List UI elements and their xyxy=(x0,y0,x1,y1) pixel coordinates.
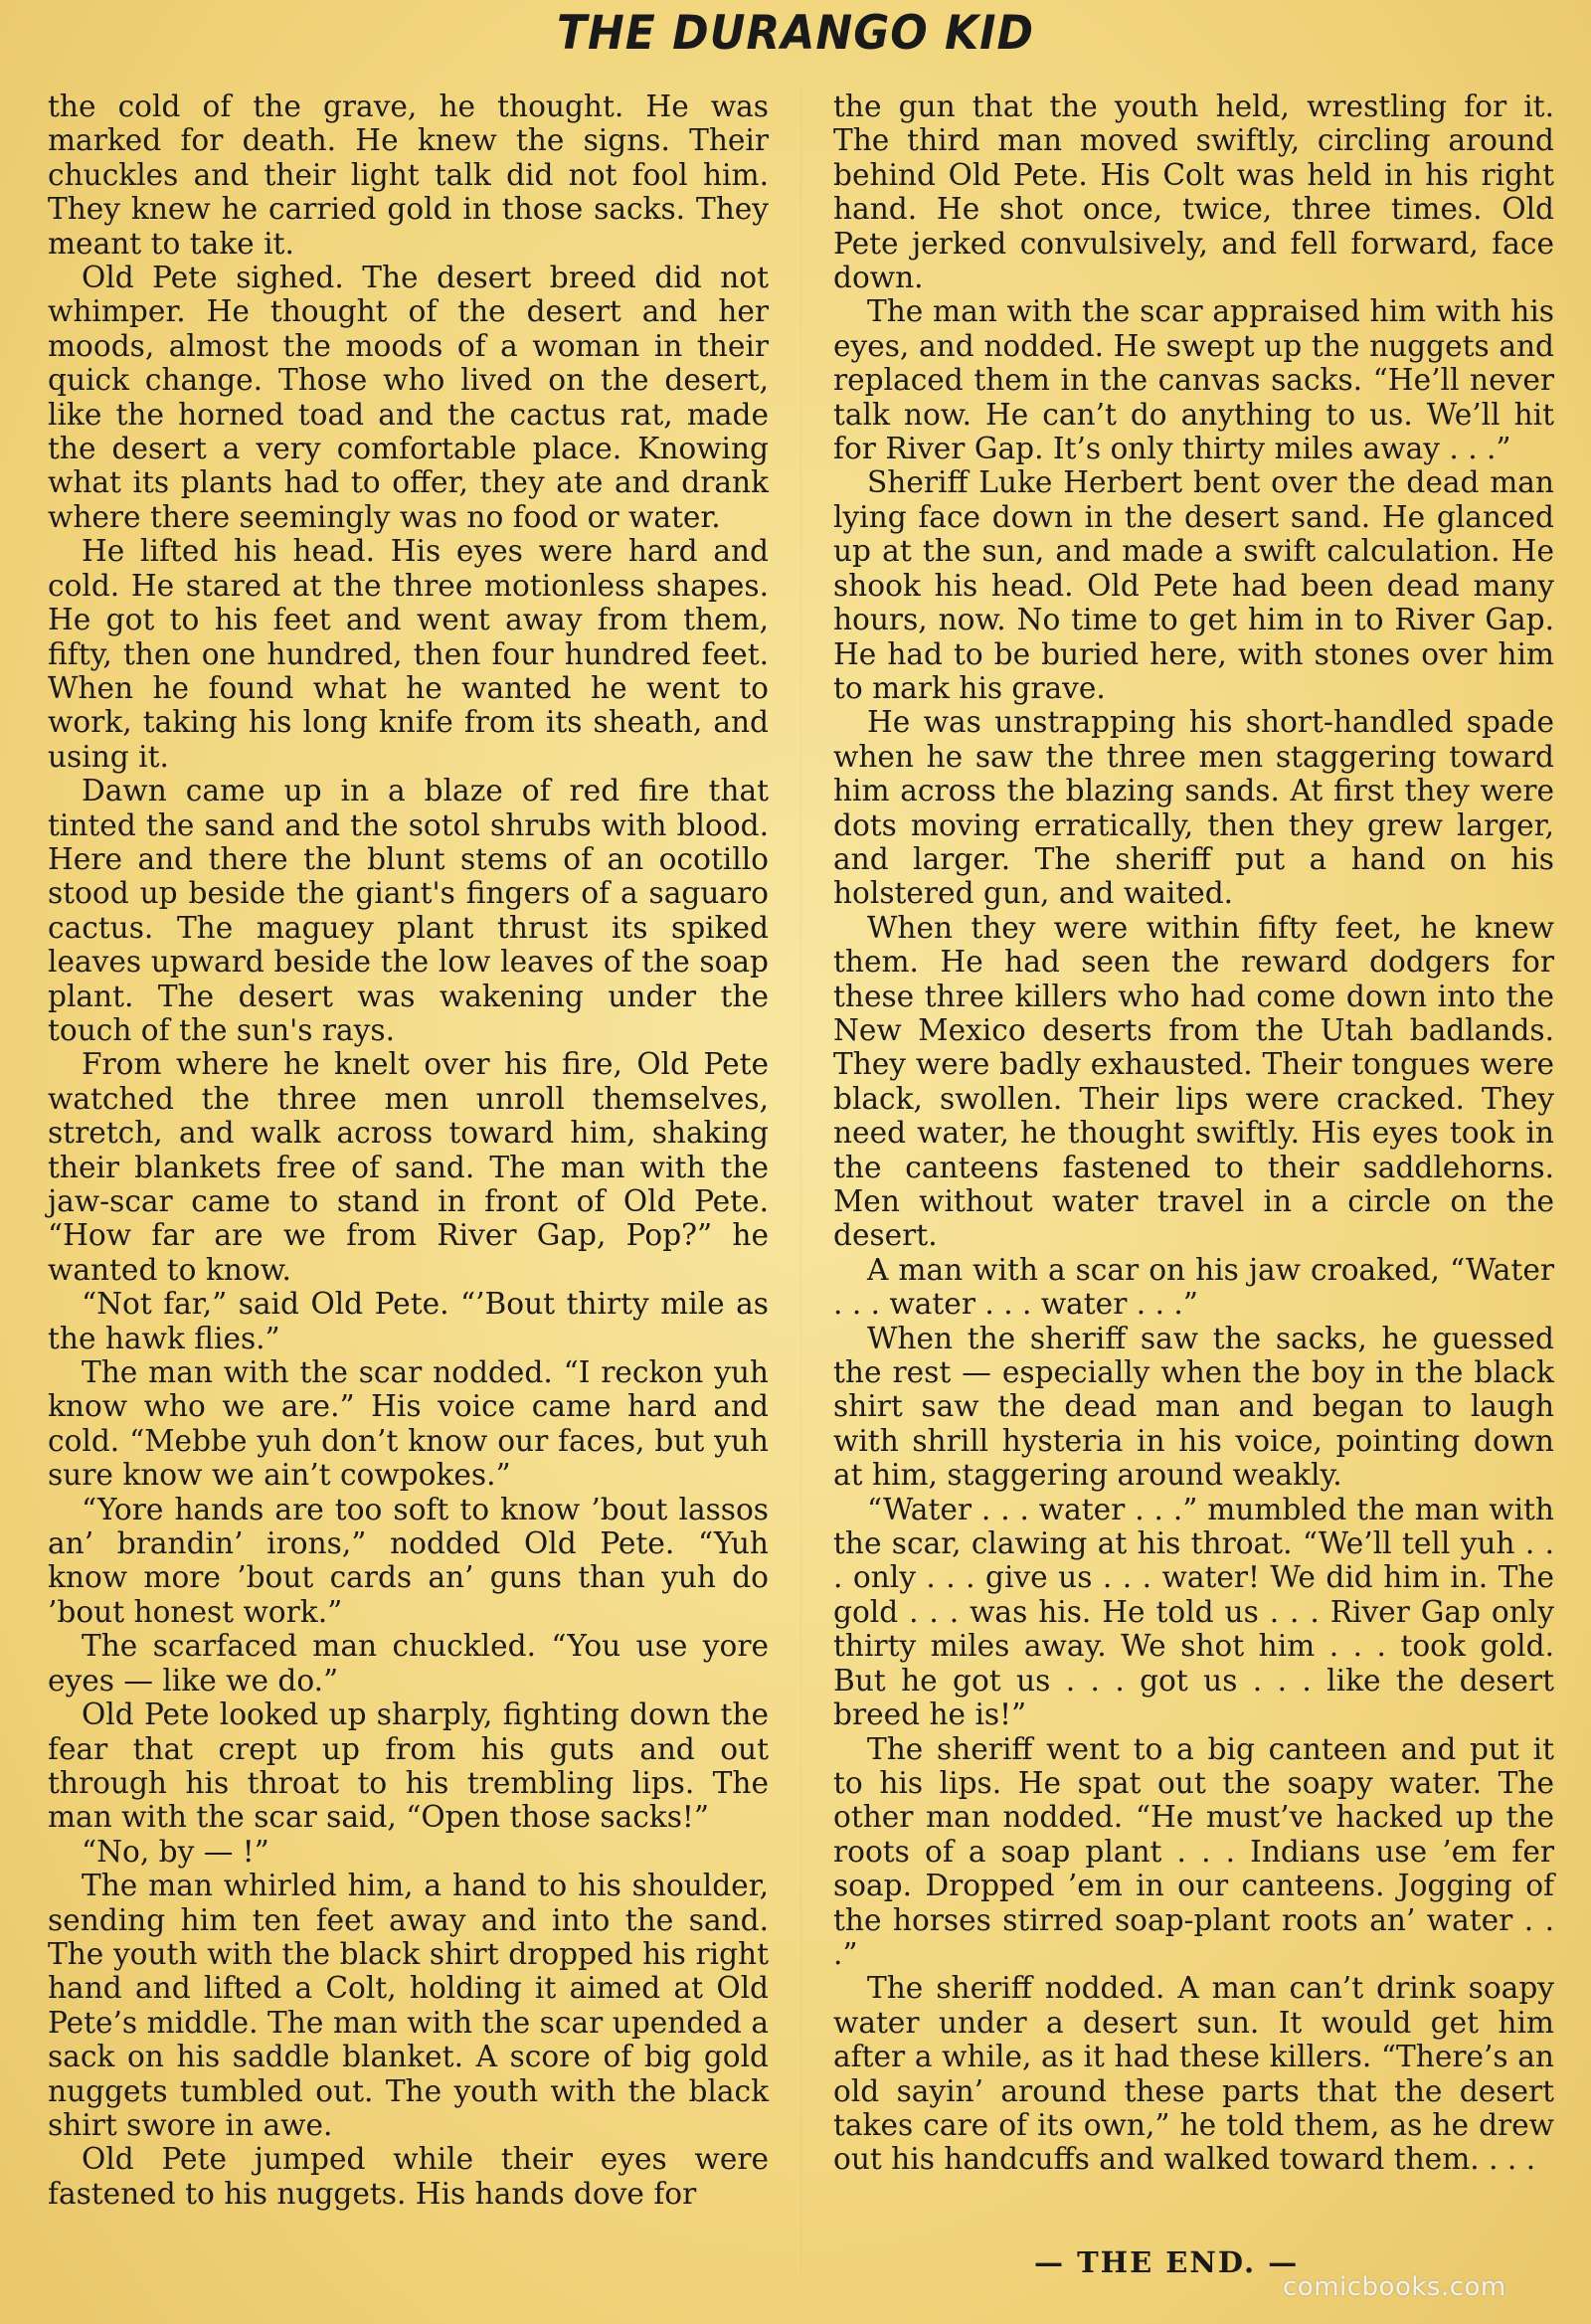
paragraph: From where he knelt over his fire, Old Pete watched the three men unroll themselves, stretch, and walk across toward him, shaking their blankets free of sand. The man with the jaw-scar came to stand in front of Old Pete. “How far are we from River Gap, Pop?” he wanted to know. xyxy=(48,1047,769,1287)
paragraph: He lifted his head. His eyes were hard and cold. He stared at the three motionless shapes. He got to his feet and went away from them, fifty, then one hundred, then four hundred feet. When he found what he wanted he went to work, taking his long knife from its sheath, and using it. xyxy=(48,534,769,774)
end-marker: — THE END. — xyxy=(1034,2245,1300,2279)
paragraph: Old Pete sighed. The desert breed did not whimper. He thought of the desert and her moods, almost the moods of a woman in their quick change. Those who lived on the desert, like the horned toad and the cactus rat, made the desert a very comfortable place. Knowing what its plants had to offer, they ate and drank where there seemingly was no food or water. xyxy=(48,261,769,534)
column-divider xyxy=(800,86,801,2273)
paragraph: The sheriff nodded. A man can’t drink soapy water under a desert sun. It would get him after a while, as it had these killers. “There’s an old sayin’ around these parts that the desert takes care of its own,” he told them, as he drew out his handcuffs and walked toward them. . . . xyxy=(833,1971,1554,2177)
paragraph: “Not far,” said Old Pete. “’Bout thirty mile as the hawk flies.” xyxy=(48,1287,769,1355)
paragraph: The man whirled him, a hand to his shoulder, sending him ten feet away and into the sand. The youth with the black shirt dropped his right hand and lifted a Colt, holding it aimed at Old Pete’s middle. The man with the scar upended a sack on his saddle blanket. A score of big gold nuggets tumbled out. The youth with the black shirt swore in awe. xyxy=(48,1869,769,2142)
paragraph: A man with a scar on his jaw croaked, “Water . . . water . . . water . . .” xyxy=(833,1252,1554,1322)
left-text-column xyxy=(48,89,769,2267)
right-text-column xyxy=(833,89,1554,2267)
paragraph: “Yore hands are too soft to know ’bout lassos an’ brandin’ irons,” nodded Old Pete. “Yuh know more ’bout cards an’ guns than yuh do ’bout honest work.” xyxy=(48,1492,769,1629)
paragraph: Old Pete jumped while their eyes were fastened to his nuggets. His hands dove for xyxy=(48,2142,769,2211)
page-title: THE DURANGO KID xyxy=(556,5,1035,62)
paragraph: Old Pete looked up sharply, fighting down the fear that crept up from his guts and out through his throat to his trembling lips. The man with the scar said, “Open those sacks!” xyxy=(48,1698,769,1835)
paragraph: He was unstrapping his short-handled spade when he saw the three men staggering toward him across the blazing sands. At first they were dots moving erratically, then they grew larger, and larger. The sheriff put a hand on his holstered gun, and waited. xyxy=(833,705,1554,911)
page-header xyxy=(0,5,1591,62)
paragraph: The man with the scar appraised him with his eyes, and nodded. He swept up the nuggets and replaced them in the canvas sacks. “He’ll never talk now. He can’t do anything to us. We’ll hit for River Gap. It’s only thirty miles away . . .” xyxy=(833,294,1554,466)
paragraph: The scarfaced man chuckled. “You use yore eyes — like we do.” xyxy=(48,1629,769,1698)
paragraph: Sheriff Luke Herbert bent over the dead man lying face down in the desert sand. He glanced up at the sun, and made a swift calculation. He shook his head. Old Pete had been dead many hours, now. No time to get him in to River Gap. He had to be buried here, with stones over him to mark his grave. xyxy=(833,465,1554,705)
paragraph: “Water . . . water . . .” mumbled the man with the scar, clawing at his throat. “We’ll tell yuh . . . only . . . give us . . . water! We did him in. The gold . . . was his. He told us . . . River Gap only thirty miles away. We shot him . . . took gold. But he got us . . . got us . . . like the desert breed he is!” xyxy=(833,1492,1554,1732)
paragraph: When the sheriff saw the sacks, he guessed the rest — especially when the boy in the black shirt saw the dead man and began to laugh with shrill hysteria in his voice, pointing down at him, staggering around weakly. xyxy=(833,1321,1554,1493)
paragraph: the cold of the grave, he thought. He was marked for death. He knew the signs. Their chuckles and their light talk did not fool him. They knew he carried gold in those sacks. They meant to take it. xyxy=(48,89,769,261)
paragraph: “No, by — !” xyxy=(82,1834,269,1869)
paragraph: When they were within fifty feet, he knew them. He had seen the reward dodgers for these three killers who had come down into the New Mexico deserts from the Utah badlands. They were badly exhausted. Their tongues were black, swollen. Their lips were cracked. They need water, he thought swiftly. His eyes took in the canteens fastened to their saddlehorns. Men without water travel in a circle on the desert. xyxy=(833,910,1554,1253)
paragraph: The man with the scar nodded. “I reckon yuh know who we are.” His voice came hard and cold. “Mebbe yuh don’t know our faces, but yuh sure know we ain’t cowpokes.” xyxy=(48,1355,769,1493)
paragraph: Dawn came up in a blaze of red fire that tinted the sand and the sotol shrubs with blood. Here and there the blunt stems of an ocotillo stood up beside the giant's fingers of a saguaro cactus. The maguey plant thrust its spiked leaves upward beside the low leaves of the soap plant. The desert was wakening under the touch of the sun's rays. xyxy=(48,774,769,1047)
watermark-text: comicbooks.com xyxy=(1283,2272,1506,2302)
paragraph: The sheriff went to a big canteen and put it to his lips. He spat out the soapy water. The other man nodded. “He must’ve hacked up the roots of a soap plant . . . Indians use ’em fer soap. Dropped ’em in our canteens. Jogging of the horses stirred soap-plant roots an’ water . . .” xyxy=(833,1731,1554,1971)
paragraph: the gun that the youth held, wrestling for it. The third man moved swiftly, circling around behind Old Pete. His Colt was held in his right hand. He shot once, twice, three times. Old Pete jerked convulsively, and fell forward, face down. xyxy=(833,89,1554,295)
